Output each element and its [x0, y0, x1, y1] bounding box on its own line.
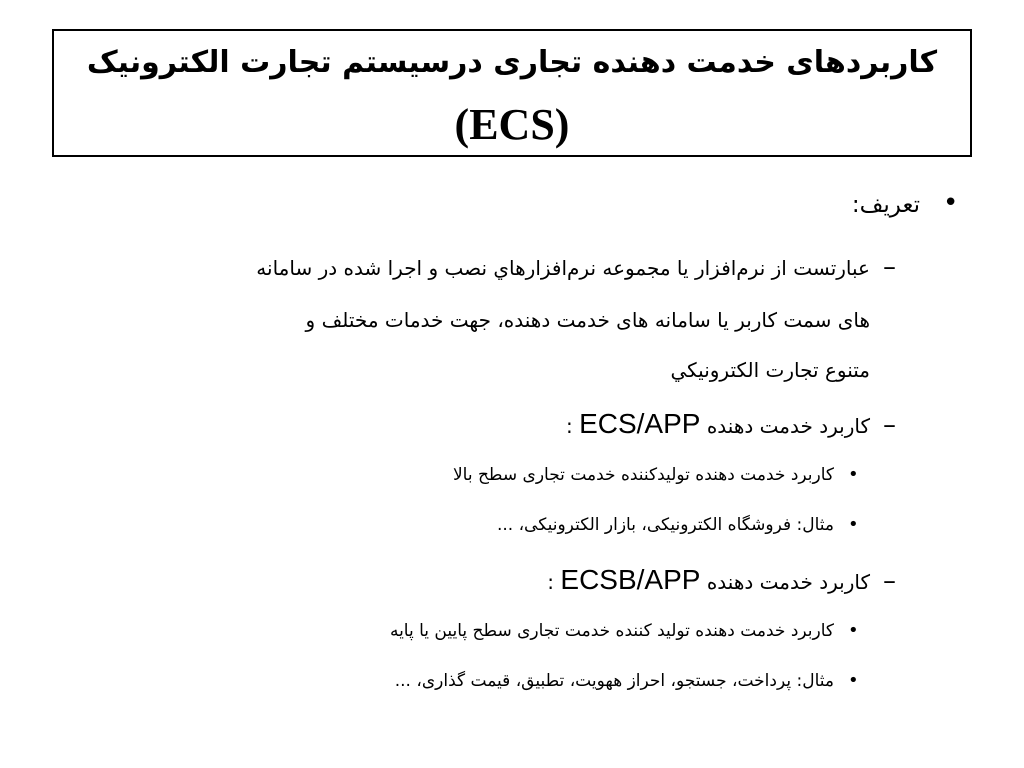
title-line-2: (ECS) — [454, 100, 570, 149]
dash-icon: – — [883, 252, 896, 282]
bullet-icon: • — [848, 620, 859, 641]
definition-label: تعریف: — [851, 192, 920, 218]
bullet-icon: • — [943, 188, 959, 218]
ecs-app-heading-prefix: کاربرد خدمت دهنده — [706, 414, 870, 438]
ecs-app-item-2: مثال: فروشگاه الکترونیکی، بازار الکترونیکی، ... — [496, 515, 834, 535]
dash-icon: – — [883, 566, 896, 596]
dash-icon: – — [883, 410, 896, 440]
definition-line-1: عبارتست از نرم‌افزار یا مجموعه نرم‌افزارهاي نصب و اجرا شده در سامانه — [256, 256, 870, 280]
bullet-icon: • — [848, 514, 859, 535]
ecsb-app-heading — [547, 556, 870, 606]
definition-line-3: متنوع تجارت الكترونيكي — [670, 358, 870, 382]
ecsb-app-code: ECSB/APP — [560, 564, 701, 595]
ecsb-app-item-1: کاربرد خدمت دهنده تولید کننده خدمت تجاری سطح پایین یا پایه — [389, 621, 834, 641]
bullet-icon: • — [848, 670, 859, 691]
ecsb-app-item-2: مثال: پرداخت، جستجو، احراز ههویت، تطبیق، قیمت گذاری، ... — [394, 671, 834, 691]
bullet-icon: • — [848, 464, 859, 485]
ecs-app-item-1: کاربرد خدمت دهنده تولیدکننده خدمت تجاری سطح بالا — [452, 465, 834, 485]
ecsb-app-heading-suffix: : — [547, 570, 555, 594]
definition-line-2: های سمت کاربر یا سامانه های خدمت دهنده، جهت خدمات مختلف و — [305, 308, 870, 332]
title-line-1: کاربردهای خدمت دهنده تجاری درسیستم تجارت الکترونیک — [86, 45, 938, 80]
ecs-app-heading — [566, 400, 870, 450]
ecsb-app-heading-prefix: کاربرد خدمت دهنده — [706, 570, 870, 594]
ecs-app-code: ECS/APP — [579, 408, 701, 439]
ecs-app-heading-suffix: : — [565, 414, 573, 438]
